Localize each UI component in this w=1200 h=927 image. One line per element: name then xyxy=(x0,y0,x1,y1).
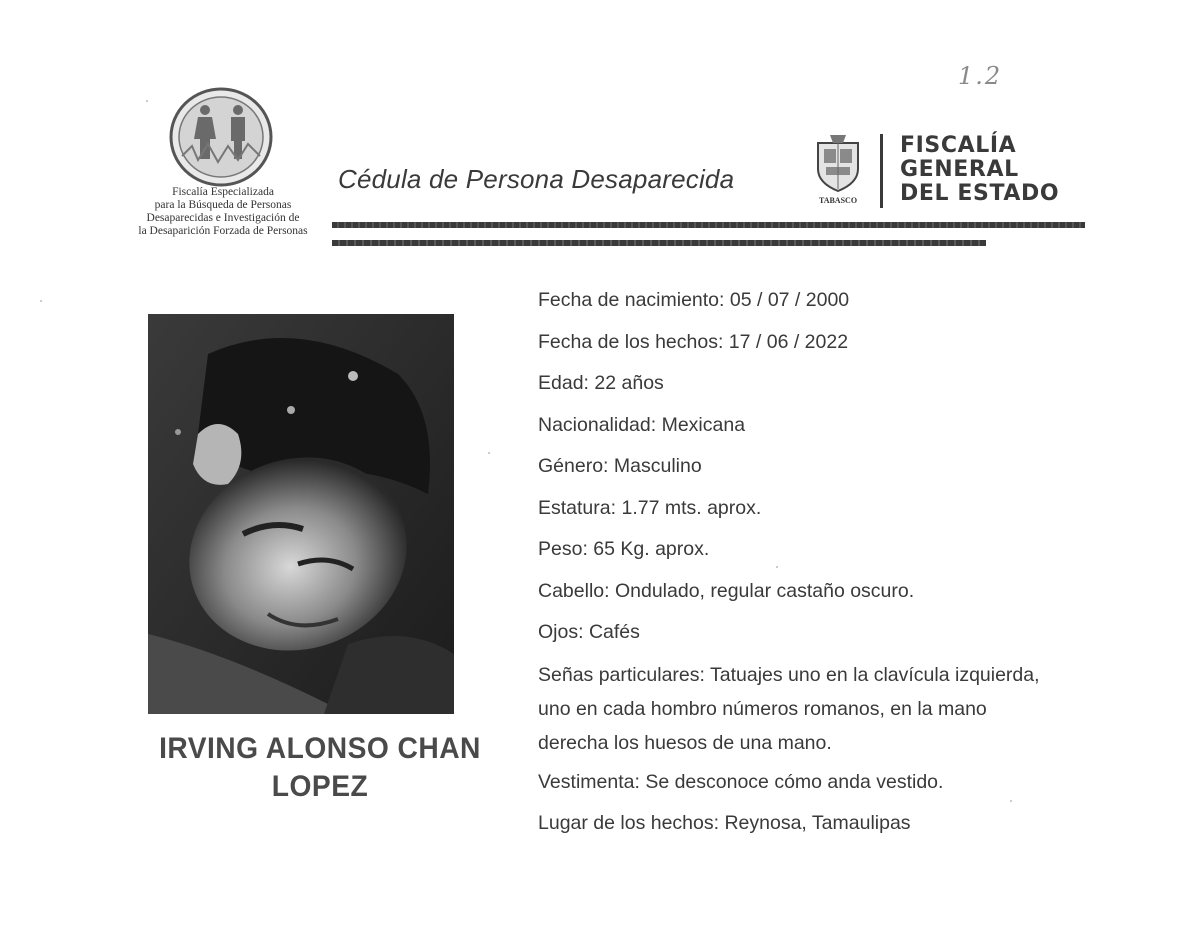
detail-eyes: Ojos: Cafés xyxy=(538,621,640,643)
detail-hair: Cabello: Ondulado, regular castaño oscuro. xyxy=(538,579,915,602)
document-title: Cédula de Persona Desaparecida xyxy=(338,164,735,194)
detail-nationality: Nacionalidad: Mexicana xyxy=(538,413,746,436)
shield-caption: TABASCO xyxy=(818,196,858,205)
family-emblem-icon xyxy=(168,86,274,188)
person-name: IRVING ALONSO CHAN LOPEZ xyxy=(159,732,481,803)
detail-clothing: Vestimenta: Se desconoce cómo anda vestido. xyxy=(538,770,944,793)
header-rule-top xyxy=(332,222,1085,228)
header-rule-bottom xyxy=(332,240,986,246)
handwritten-page-number: 1.2 xyxy=(958,62,1003,90)
detail-height: Estatura: 1.77 mts. aprox. xyxy=(538,496,762,519)
scan-speck xyxy=(146,100,148,102)
emblem-caption: Fiscalía Especializada para la Búsqueda de Personas Desaparecidas e Investigación de la Desaparición Forzada de Personas xyxy=(138,186,308,237)
agency-name: FISCALÍA GENERAL DEL ESTADO xyxy=(900,133,1060,206)
detail-event-date: Fecha de los hechos: 17 / 06 / 2022 xyxy=(538,330,849,353)
logo-divider xyxy=(880,134,883,208)
scan-speck xyxy=(776,566,778,568)
tabasco-shield-icon xyxy=(812,133,864,193)
detail-gender: Género: Masculino xyxy=(538,455,702,477)
detail-event-location: Lugar de los hechos: Reynosa, Tamaulipas xyxy=(538,812,911,834)
person-photo xyxy=(148,314,454,714)
scan-speck xyxy=(488,452,490,454)
detail-distinguishing-marks: Señas particulares: Tatuajes uno en la clavícula izquierda, uno en cada hombro números romanos, en la mano derecha los huesos de una mano. xyxy=(538,663,1040,754)
scan-speck xyxy=(1010,800,1012,802)
detail-weight: Peso: 65 Kg. aprox. xyxy=(538,538,710,560)
scan-speck xyxy=(40,300,42,302)
detail-birth-date: Fecha de nacimiento: 05 / 07 / 2000 xyxy=(538,289,850,311)
detail-age: Edad: 22 años xyxy=(538,372,664,394)
person-details xyxy=(538,288,1098,853)
